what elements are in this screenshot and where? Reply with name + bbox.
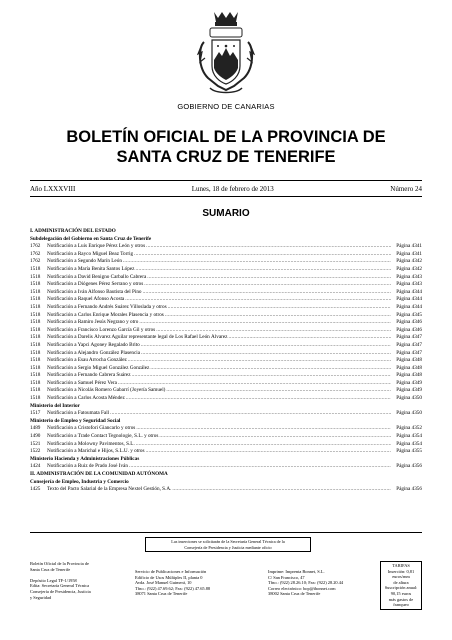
footer-rates — [380, 561, 422, 610]
toc-entry — [30, 387, 422, 395]
toc-entry-page: Página 4348 — [396, 364, 422, 371]
toc-entry-leader — [129, 463, 391, 471]
toc-entry-number: 1518 — [30, 341, 41, 348]
toc-entry-leader — [168, 304, 391, 312]
toc-entry — [30, 327, 422, 335]
toc-entry-page: Página 4342 — [396, 258, 422, 265]
toc-entry-page: Página 4350 — [396, 410, 422, 417]
toc-entry-leader — [123, 258, 391, 266]
toc-entry — [30, 274, 422, 282]
toc-entry-title: Notificación a Alejandro González Plasencia — [47, 349, 141, 356]
toc-entry-title: Notificación a Fatoumata Fall — [47, 410, 110, 417]
footer-service-line: Tfno.: (922) 47.69.62; Fax: (922) 47.65.88 — [135, 585, 211, 591]
toc-entry-leader — [126, 395, 391, 403]
toc-entry-page: Página 4347 — [396, 334, 422, 341]
toc-entry — [30, 304, 422, 312]
toc-entry-title: Notificación a Francisco Lorenzo García Gil y otros — [47, 326, 156, 333]
toc-entry-page: Página 4343 — [396, 281, 422, 288]
toc-entry-page: Página 4341 — [396, 243, 422, 250]
toc-entry-number: 1518 — [30, 265, 41, 272]
footer-rates-line: Inserción: 0,81 euros/mm — [387, 568, 415, 580]
toc-entry-leader — [146, 448, 391, 456]
toc-entry — [30, 357, 422, 365]
toc-entry-leader — [134, 251, 391, 259]
toc-entry-number: 1424 — [30, 463, 41, 470]
toc-entry-page: Página 4354 — [396, 433, 422, 440]
footer-publisher-line: Santa Cruz de Tenerife — [30, 566, 71, 572]
toc-entry — [30, 486, 422, 494]
toc-entry-title: Notificación a David Benigno Carballo Cabrera — [47, 273, 147, 280]
toc-entry-number: 1517 — [30, 410, 41, 417]
toc-entry-page: Página 4343 — [396, 273, 422, 280]
toc-entry — [30, 266, 422, 274]
toc-entry-leader — [132, 372, 391, 380]
toc-entry — [30, 410, 422, 418]
issue-info — [30, 185, 422, 193]
toc-entry-title: Notificación a Carlos Enrique Morales Plasencia y otros — [47, 311, 164, 318]
footer-publisher-line: Edita: Secretaría General Técnica — [30, 583, 90, 589]
issue-year: Año LXXXVIII — [30, 185, 76, 193]
toc-entry-title: Notificación a Cristofori Giancarlo y otros — [47, 425, 136, 432]
toc-entry-number: 1518 — [30, 364, 41, 371]
toc-entry-title: Notificación a Marichal e Hijos, S.L.U. y otros — [47, 448, 145, 455]
toc-entry — [30, 425, 422, 433]
toc-entry-title: Notificación a María Benita Santos López — [47, 265, 135, 272]
issue-number: Número 24 — [390, 185, 422, 193]
toc-entry-leader — [118, 380, 391, 388]
toc-entry — [30, 395, 422, 403]
toc-entry-number: 1518 — [30, 326, 41, 333]
toc-entry — [30, 289, 422, 297]
toc-entry-title: Notificación a Rayco Miguel Beaz Torrig — [47, 250, 134, 257]
toc-entry-title: Notificación a Fernando Cabrera Suárez — [47, 372, 131, 379]
footer-service-line: Servicio de Publicaciones e Información — [135, 569, 207, 574]
footer-publisher-line: y Seguridad — [30, 594, 52, 600]
toc-entry — [30, 372, 422, 380]
toc-entry-title: Notificación a Carlos Acosta Méndez — [47, 395, 125, 402]
toc-entry — [30, 463, 422, 471]
toc-entry-number: 1518 — [30, 379, 41, 386]
toc-entry-leader — [159, 433, 391, 441]
toc-entry-title: Notificación a Darelis Álvarez Aguilar representante legal de Los Rafael León Álvarez — [47, 334, 228, 341]
toc-section-heading: II. ADMINISTRACIÓN DE LA COMUNIDAD AUTÓNOMA — [30, 471, 168, 477]
toc-entry-page: Página 4341 — [396, 250, 422, 257]
table-of-contents — [30, 228, 422, 494]
toc-entry-page: Página 4356 — [396, 463, 422, 470]
footer-publisher-line: Consejería de Presidencia, Justicia — [30, 588, 91, 594]
toc-entry — [30, 350, 422, 358]
toc-entry — [30, 312, 422, 320]
toc-entry-title: Notificación a Iván Alfonso Bautista del Pino — [47, 288, 142, 295]
toc-entry-page: Página 4347 — [396, 349, 422, 356]
toc-entry-number: 1518 — [30, 311, 41, 318]
toc-entry-page: Página 4349 — [396, 387, 422, 394]
toc-entry-title: Notificación a Diógenes Pérez Serrano y otros — [47, 281, 144, 288]
footer-service — [135, 569, 210, 597]
toc-section-heading: Ministerio del Interior — [30, 402, 80, 409]
toc-entry-leader — [150, 365, 391, 373]
toc-entry — [30, 433, 422, 441]
toc-entry-number: 1518 — [30, 357, 41, 364]
toc-entry-page: Página 4348 — [396, 372, 422, 379]
footer-rates-line: de altura — [393, 579, 409, 585]
toc-entry — [30, 319, 422, 327]
toc-entry-title: Notificación a Trade Contact Tegnologie, S.L. y otros — [47, 433, 159, 440]
toc-entry-page: Página 4346 — [396, 326, 422, 333]
toc-entry-leader — [144, 281, 391, 289]
notice-line1: Las inserciones se solicitarán de la Secretaría General Técnica de la — [171, 539, 285, 544]
toc-entry-title: Notificación a Luis Enrique Pérez León y otros — [47, 243, 146, 250]
toc-entry-number: 1762 — [30, 250, 41, 257]
meta-rule — [30, 196, 422, 197]
toc-entry-page: Página 4348 — [396, 357, 422, 364]
footer-rates-line: TARIFAS — [392, 563, 410, 568]
footer-printer-line: C/ San Francisco, 47 — [268, 574, 305, 580]
toc-section-heading: Ministerio de Empleo y Seguridad Social — [30, 417, 121, 424]
footer-rates-line: más gastos de franqueo — [388, 596, 414, 608]
toc-entry-title: Notificación a Ramiro Jesús Negrano y otro — [47, 319, 139, 326]
footer-service-line: Avda. José Manuel Guimerá, 10 — [135, 580, 192, 586]
footer-publisher — [30, 561, 91, 600]
toc-entry-leader — [166, 387, 391, 395]
toc-entry — [30, 296, 422, 304]
toc-entry-leader — [143, 289, 391, 297]
toc-entry — [30, 334, 422, 342]
top-rule — [30, 180, 422, 181]
toc-entry-title: Notificación a Esau Arrocha González — [47, 357, 127, 364]
toc-entry-page: Página 4349 — [396, 379, 422, 386]
toc-entry-number: 1762 — [30, 258, 41, 265]
toc-entry-number: 1518 — [30, 288, 41, 295]
bulletin-title — [0, 127, 452, 167]
bulletin-title-line1: BOLETÍN OFICIAL DE LA PROVINCIA DE — [66, 128, 386, 146]
issue-date: Lunes, 18 de febrero de 2013 — [191, 185, 274, 193]
toc-entry-title: Notificación a Fernando Andrés Suárez Villoslada y otros — [47, 303, 167, 310]
toc-entry-leader — [141, 350, 391, 358]
toc-section-heading: Consejería de Empleo, Industria y Comercio — [30, 478, 129, 485]
toc-entry-page: Página 4344 — [396, 288, 422, 295]
toc-entry-number: 1522 — [30, 448, 41, 455]
coat-of-arms-image — [196, 8, 256, 96]
toc-entry-title: Texto del Pacto Salarial de la Empresa Nextel Gestión, S.A. — [47, 486, 172, 493]
insertion-notice — [145, 537, 311, 552]
toc-entry — [30, 441, 422, 449]
toc-entry-title: Notificación a Nicolás Romero Gabarrí (Joyería Samuel) — [47, 387, 166, 394]
toc-section-heading: I. ADMINISTRACIÓN DEL ESTADO — [30, 228, 116, 234]
toc-entry-page: Página 4347 — [396, 341, 422, 348]
toc-entry — [30, 281, 422, 289]
bulletin-title-line2: SANTA CRUZ DE TENERIFE — [116, 148, 336, 166]
notice-line2: Consejería de Presidencia y Justicia mediante oficio — [184, 544, 272, 550]
toc-entry-leader — [147, 274, 391, 282]
toc-entry-number: 1518 — [30, 296, 41, 303]
summary-heading: SUMARIO — [202, 208, 250, 219]
footer-publisher-line: Boletín Oficial de la Provincia de — [30, 561, 89, 566]
toc-entry-title: Notificación a Sergio Miguel González González — [47, 364, 150, 371]
toc-entry-title: Notificación a Raquel Afonso Acosta — [47, 296, 125, 303]
toc-entry-leader — [139, 319, 391, 327]
toc-entry-page: Página 4356 — [396, 486, 422, 493]
footer-rates-line: Suscripción anual: 90,15 euros — [384, 585, 418, 596]
toc-entry-number: 1521 — [30, 440, 41, 447]
toc-entry-page: Página 4342 — [396, 265, 422, 272]
toc-entry-number: 1518 — [30, 372, 41, 379]
footer-publisher-line: Depósito Legal TF-1/1958 — [30, 577, 77, 583]
toc-entry-leader — [136, 425, 391, 433]
toc-entry — [30, 243, 422, 251]
toc-entry-page: Página 4355 — [396, 448, 422, 455]
footer-service-line: 38071 Santa Cruz de Tenerife — [135, 591, 188, 597]
toc-section-heading: Ministerio Hacienda y Administraciones Públicas — [30, 455, 140, 462]
toc-entry-number: 1489 — [30, 425, 41, 432]
government-name: GOBIERNO DE CANARIAS — [177, 102, 275, 111]
toc-entry — [30, 365, 422, 373]
toc-entry-leader — [110, 410, 391, 418]
toc-entry-number: 1518 — [30, 387, 41, 394]
toc-entry-page: Página 4350 — [396, 395, 422, 402]
toc-entry-page: Página 4344 — [396, 296, 422, 303]
toc-entry-title: Notificación a Yapci Agoney Regalado Brito — [47, 341, 140, 348]
toc-entry — [30, 448, 422, 456]
toc-entry-leader — [141, 342, 391, 350]
toc-entry-leader — [135, 266, 391, 274]
footer-printer-line: Correo electrónico: bop@ibonnet.com — [268, 585, 336, 591]
footer-printer-line: Imprime: Imprenta Bonnet, S.L. — [268, 569, 325, 574]
toc-entry-leader — [146, 243, 391, 251]
toc-entry-number: 1490 — [30, 433, 41, 440]
toc-entry-number: 1518 — [30, 334, 41, 341]
toc-entry-title: Notificación a Molowny Pavimentos, S.L. — [47, 440, 135, 447]
toc-entry-title: Notificación a Samuel Pérez Vera — [47, 379, 117, 386]
toc-entry-title: Notificación a Ruiz de Prado José Iván — [47, 463, 128, 470]
toc-entry-page: Página 4345 — [396, 311, 422, 318]
toc-entry-number: 1518 — [30, 395, 41, 402]
toc-entry-leader — [165, 312, 391, 320]
toc-entry-number: 1518 — [30, 303, 41, 310]
footer-printer-line: Tfno.: (922) 28.26.10; Fax: (922) 28.20.44 — [268, 580, 344, 586]
toc-entry-number: 1425 — [30, 486, 41, 493]
toc-entry-leader — [128, 357, 391, 365]
toc-entry-page: Página 4344 — [396, 303, 422, 310]
toc-section-heading: Subdelegación del Gobierno en Santa Cruz de Tenerife — [30, 235, 152, 242]
toc-entry — [30, 251, 422, 259]
toc-entry-number: 1762 — [30, 243, 41, 250]
footer-service-line: Edificio de Usos Múltiples II, planta 0 — [135, 574, 203, 580]
footer-printer-line: 38002 Santa Cruz de Tenerife — [268, 591, 321, 597]
toc-entry-title: Notificación a Segundo Marín León — [47, 258, 122, 265]
toc-entry-page: Página 4346 — [396, 319, 422, 326]
toc-entry-leader — [136, 441, 391, 449]
toc-entry-leader — [172, 486, 391, 494]
toc-entry-number: 1518 — [30, 273, 41, 280]
toc-entry-leader — [156, 327, 391, 335]
toc-entry-number: 1518 — [30, 281, 41, 288]
toc-entry — [30, 342, 422, 350]
toc-entry-page: Página 4354 — [396, 440, 422, 447]
toc-entry-leader — [125, 296, 391, 304]
toc-entry — [30, 380, 422, 388]
toc-entry-number: 1518 — [30, 319, 41, 326]
footer-printer — [268, 569, 343, 597]
toc-entry — [30, 258, 422, 266]
bottom-rule — [30, 532, 422, 533]
toc-entry-leader — [228, 334, 391, 342]
toc-entry-page: Página 4352 — [396, 425, 422, 432]
toc-entry-number: 1518 — [30, 349, 41, 356]
